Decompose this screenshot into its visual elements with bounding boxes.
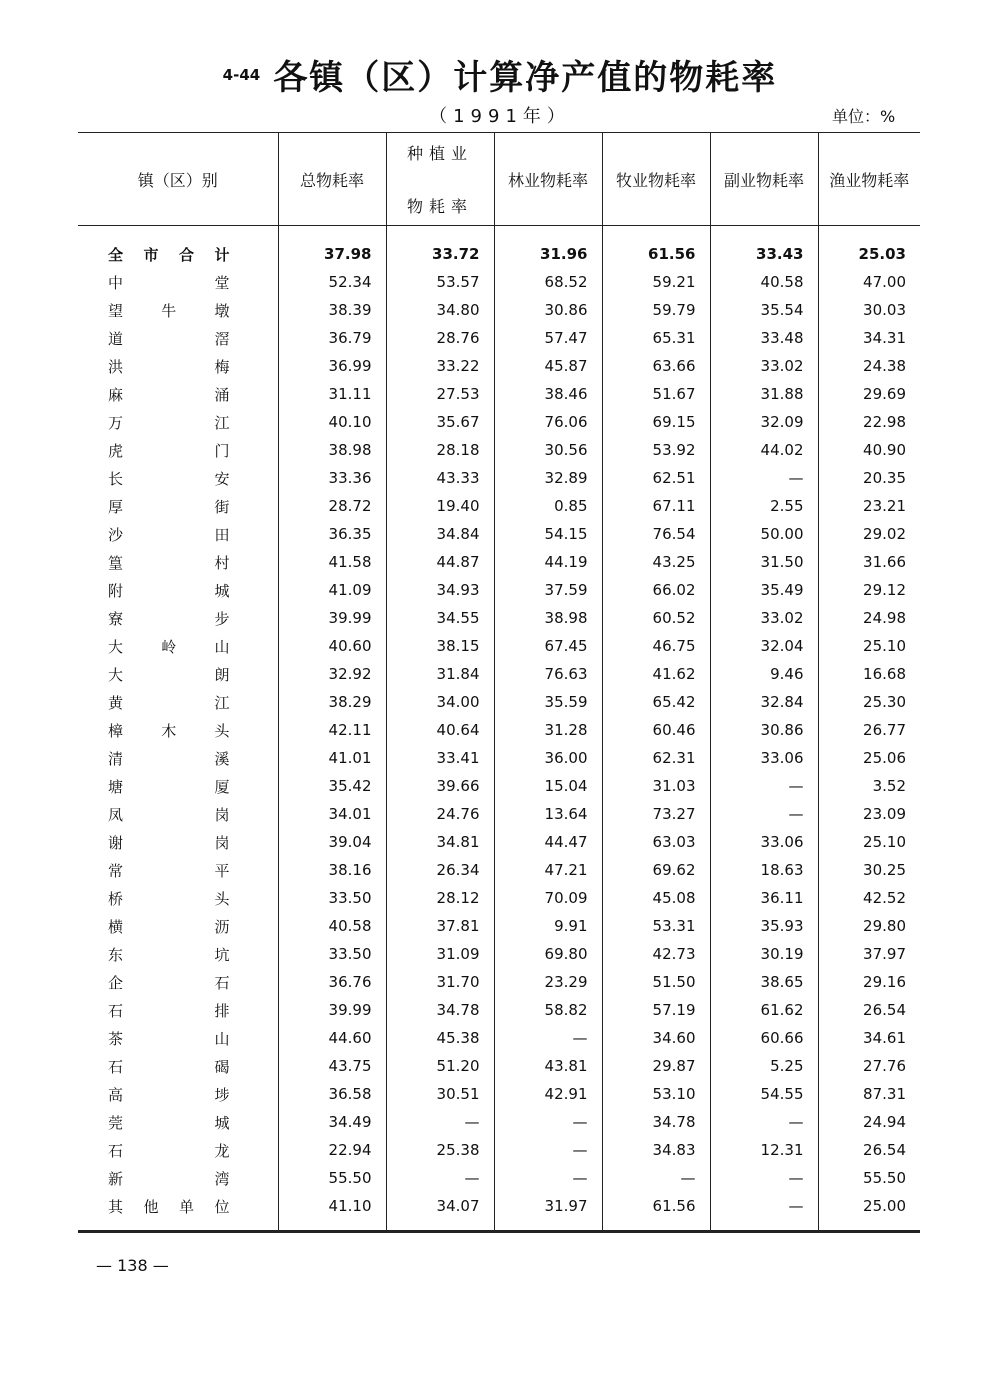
- cell-forestry: 58.82: [494, 996, 602, 1024]
- cell-fishery: 55.50: [818, 1164, 920, 1192]
- cell-fishery: 24.94: [818, 1108, 920, 1136]
- cell-livestock: 61.56: [602, 226, 710, 269]
- cell-livestock: 65.31: [602, 324, 710, 352]
- cell-sideline: 30.86: [710, 716, 818, 744]
- town-name: 长安: [108, 469, 232, 488]
- cell-fishery: 3.52: [818, 772, 920, 800]
- cell-fishery: 22.98: [818, 408, 920, 436]
- header-fishery: 渔业物耗率: [818, 133, 920, 226]
- cell-total: 39.99: [278, 604, 386, 632]
- town-name: 全市合计: [108, 245, 232, 264]
- town-name: 清溪: [108, 749, 232, 768]
- cell-sideline: —: [710, 800, 818, 828]
- cell-livestock: 76.54: [602, 520, 710, 548]
- data-table: [78, 132, 920, 1233]
- cell-forestry: 42.91: [494, 1080, 602, 1108]
- cell-forestry: —: [494, 1164, 602, 1192]
- cell-total: 31.11: [278, 380, 386, 408]
- town-name: 莞城: [108, 1113, 232, 1132]
- cell-forestry: 44.47: [494, 828, 602, 856]
- cell-livestock: 53.92: [602, 436, 710, 464]
- table-row: [78, 800, 920, 828]
- cell-forestry: 68.52: [494, 268, 602, 296]
- cell-total: 34.01: [278, 800, 386, 828]
- table-row: [78, 1024, 920, 1052]
- table-row: [78, 884, 920, 912]
- cell-forestry: 30.86: [494, 296, 602, 324]
- cell-crop: 34.55: [386, 604, 494, 632]
- town-name: 新湾: [108, 1169, 232, 1188]
- town-name: 万江: [108, 413, 232, 432]
- cell-crop: 45.38: [386, 1024, 494, 1052]
- cell-livestock: 59.79: [602, 296, 710, 324]
- cell-forestry: 30.56: [494, 436, 602, 464]
- cell-sideline: —: [710, 1192, 818, 1232]
- table-name: 各镇（区）计算净产值的物耗率: [273, 58, 778, 98]
- town-name: 樟木头: [108, 721, 232, 740]
- cell-livestock: 66.02: [602, 576, 710, 604]
- cell-crop: 43.33: [386, 464, 494, 492]
- cell-total: 55.50: [278, 1164, 386, 1192]
- cell-sideline: 60.66: [710, 1024, 818, 1052]
- cell-sideline: 32.04: [710, 632, 818, 660]
- cell-livestock: 69.15: [602, 408, 710, 436]
- cell-sideline: —: [710, 772, 818, 800]
- cell-forestry: 31.97: [494, 1192, 602, 1232]
- header-crop-top: 种植业: [406, 144, 473, 163]
- table-row: [78, 968, 920, 996]
- cell-crop: 37.81: [386, 912, 494, 940]
- town-name: 桥头: [108, 889, 232, 908]
- town-name: 附城: [108, 581, 232, 600]
- town-name: 塘厦: [108, 777, 232, 796]
- table-row: [78, 268, 920, 296]
- cell-forestry: 67.45: [494, 632, 602, 660]
- town-name: 凤岗: [108, 805, 232, 824]
- cell-livestock: 57.19: [602, 996, 710, 1024]
- table-row: [78, 1192, 920, 1232]
- town-name: 常平: [108, 861, 232, 880]
- cell-fishery: 23.21: [818, 492, 920, 520]
- cell-crop: 34.84: [386, 520, 494, 548]
- table-row: [78, 296, 920, 324]
- table-row: [78, 576, 920, 604]
- cell-forestry: 23.29: [494, 968, 602, 996]
- cell-fishery: 30.03: [818, 296, 920, 324]
- town-name: 厚街: [108, 497, 232, 516]
- cell-livestock: 61.56: [602, 1192, 710, 1232]
- table-row: [78, 324, 920, 352]
- cell-sideline: 38.65: [710, 968, 818, 996]
- cell-crop: 34.81: [386, 828, 494, 856]
- cell-fishery: 87.31: [818, 1080, 920, 1108]
- cell-forestry: 45.87: [494, 352, 602, 380]
- cell-total: 38.98: [278, 436, 386, 464]
- town-name: 企石: [108, 973, 232, 992]
- cell-total: 40.10: [278, 408, 386, 436]
- cell-fishery: 16.68: [818, 660, 920, 688]
- cell-livestock: 60.52: [602, 604, 710, 632]
- cell-total: 41.09: [278, 576, 386, 604]
- town-name: 石排: [108, 1001, 232, 1020]
- cell-forestry: 57.47: [494, 324, 602, 352]
- cell-sideline: 40.58: [710, 268, 818, 296]
- cell-forestry: 38.98: [494, 604, 602, 632]
- cell-livestock: 63.03: [602, 828, 710, 856]
- cell-fishery: 29.16: [818, 968, 920, 996]
- cell-fishery: 29.12: [818, 576, 920, 604]
- cell-livestock: 69.62: [602, 856, 710, 884]
- table-unit: 单位：%: [832, 107, 896, 126]
- cell-sideline: —: [710, 464, 818, 492]
- cell-forestry: 9.91: [494, 912, 602, 940]
- table-row: [78, 352, 920, 380]
- cell-fishery: 34.61: [818, 1024, 920, 1052]
- table-row: [78, 408, 920, 436]
- cell-sideline: 35.49: [710, 576, 818, 604]
- cell-livestock: 62.51: [602, 464, 710, 492]
- cell-total: 41.01: [278, 744, 386, 772]
- cell-fishery: 29.69: [818, 380, 920, 408]
- cell-sideline: 61.62: [710, 996, 818, 1024]
- town-name: 虎门: [108, 441, 232, 460]
- cell-total: 32.92: [278, 660, 386, 688]
- cell-forestry: 69.80: [494, 940, 602, 968]
- cell-fishery: 31.66: [818, 548, 920, 576]
- cell-livestock: 31.03: [602, 772, 710, 800]
- town-name: 篁村: [108, 553, 232, 572]
- cell-total: 39.99: [278, 996, 386, 1024]
- cell-forestry: 37.59: [494, 576, 602, 604]
- cell-total: 22.94: [278, 1136, 386, 1164]
- cell-fishery: 37.97: [818, 940, 920, 968]
- cell-fishery: 25.10: [818, 632, 920, 660]
- table-title: [0, 50, 1000, 99]
- cell-crop: 33.41: [386, 744, 494, 772]
- town-name: 望牛墩: [108, 301, 232, 320]
- cell-total: 42.11: [278, 716, 386, 744]
- header-sideline: 副业物耗率: [710, 133, 818, 226]
- cell-total: 41.10: [278, 1192, 386, 1232]
- table-row: [78, 856, 920, 884]
- cell-crop: 31.09: [386, 940, 494, 968]
- table-row: [78, 1164, 920, 1192]
- cell-sideline: —: [710, 1164, 818, 1192]
- cell-total: 36.76: [278, 968, 386, 996]
- cell-crop: 26.34: [386, 856, 494, 884]
- cell-forestry: —: [494, 1024, 602, 1052]
- header-crop-bottom: 物耗率: [406, 197, 473, 216]
- cell-sideline: 33.02: [710, 352, 818, 380]
- cell-livestock: 53.31: [602, 912, 710, 940]
- cell-fishery: 42.52: [818, 884, 920, 912]
- cell-fishery: 29.80: [818, 912, 920, 940]
- cell-fishery: 25.00: [818, 1192, 920, 1232]
- cell-total: 39.04: [278, 828, 386, 856]
- town-name: 黄江: [108, 693, 232, 712]
- cell-fishery: 47.00: [818, 268, 920, 296]
- cell-crop: 28.12: [386, 884, 494, 912]
- cell-livestock: 51.50: [602, 968, 710, 996]
- cell-sideline: 18.63: [710, 856, 818, 884]
- table-row: [78, 380, 920, 408]
- cell-total: 33.36: [278, 464, 386, 492]
- cell-total: 38.29: [278, 688, 386, 716]
- cell-forestry: 44.19: [494, 548, 602, 576]
- town-name: 横沥: [108, 917, 232, 936]
- town-name: 道滘: [108, 329, 232, 348]
- cell-total: 37.98: [278, 226, 386, 269]
- header-row: [78, 133, 920, 226]
- town-name: 东坑: [108, 945, 232, 964]
- cell-sideline: —: [710, 1108, 818, 1136]
- cell-crop: 34.00: [386, 688, 494, 716]
- cell-sideline: 32.84: [710, 688, 818, 716]
- cell-forestry: 15.04: [494, 772, 602, 800]
- cell-forestry: 32.89: [494, 464, 602, 492]
- cell-fishery: 25.06: [818, 744, 920, 772]
- cell-crop: 38.15: [386, 632, 494, 660]
- cell-livestock: 42.73: [602, 940, 710, 968]
- cell-livestock: 46.75: [602, 632, 710, 660]
- cell-forestry: 35.59: [494, 688, 602, 716]
- cell-forestry: 38.46: [494, 380, 602, 408]
- header-town: 镇（区）别: [78, 133, 278, 226]
- cell-livestock: 51.67: [602, 380, 710, 408]
- cell-fishery: 29.02: [818, 520, 920, 548]
- cell-forestry: —: [494, 1136, 602, 1164]
- cell-forestry: 70.09: [494, 884, 602, 912]
- cell-sideline: 9.46: [710, 660, 818, 688]
- cell-fishery: 26.54: [818, 996, 920, 1024]
- cell-fishery: 24.98: [818, 604, 920, 632]
- cell-forestry: 31.28: [494, 716, 602, 744]
- cell-crop: 33.72: [386, 226, 494, 269]
- cell-crop: —: [386, 1164, 494, 1192]
- cell-livestock: 65.42: [602, 688, 710, 716]
- cell-crop: 27.53: [386, 380, 494, 408]
- town-name: 寮步: [108, 609, 232, 628]
- cell-forestry: 47.21: [494, 856, 602, 884]
- cell-total: 38.16: [278, 856, 386, 884]
- cell-total: 35.42: [278, 772, 386, 800]
- cell-forestry: 13.64: [494, 800, 602, 828]
- cell-crop: 34.80: [386, 296, 494, 324]
- cell-fishery: 25.10: [818, 828, 920, 856]
- cell-forestry: 43.81: [494, 1052, 602, 1080]
- cell-sideline: 31.88: [710, 380, 818, 408]
- town-name: 麻涌: [108, 385, 232, 404]
- cell-sideline: 31.50: [710, 548, 818, 576]
- cell-livestock: 29.87: [602, 1052, 710, 1080]
- cell-total: 41.58: [278, 548, 386, 576]
- town-name: 洪梅: [108, 357, 232, 376]
- cell-livestock: —: [602, 1164, 710, 1192]
- cell-total: 43.75: [278, 1052, 386, 1080]
- table-row: [78, 940, 920, 968]
- table-row: [78, 996, 920, 1024]
- town-name: 高埗: [108, 1085, 232, 1104]
- table-row: [78, 912, 920, 940]
- table-row: [78, 436, 920, 464]
- table-row: [78, 1136, 920, 1164]
- town-name: 石龙: [108, 1141, 232, 1160]
- table-row: [78, 716, 920, 744]
- town-name: 其他单位: [78, 1192, 278, 1232]
- cell-forestry: 76.63: [494, 660, 602, 688]
- cell-crop: 39.66: [386, 772, 494, 800]
- header-forestry: 林业物耗率: [494, 133, 602, 226]
- cell-livestock: 53.10: [602, 1080, 710, 1108]
- cell-sideline: 33.48: [710, 324, 818, 352]
- cell-sideline: 5.25: [710, 1052, 818, 1080]
- cell-forestry: —: [494, 1108, 602, 1136]
- total-row: [78, 226, 920, 269]
- town-name: 大岭山: [108, 637, 232, 656]
- cell-sideline: 32.09: [710, 408, 818, 436]
- header-total: 总物耗率: [278, 133, 386, 226]
- cell-total: 44.60: [278, 1024, 386, 1052]
- cell-forestry: 31.96: [494, 226, 602, 269]
- town-name: 中堂: [108, 273, 232, 292]
- cell-total: 40.58: [278, 912, 386, 940]
- town-name: 沙田: [108, 525, 232, 544]
- cell-crop: 51.20: [386, 1052, 494, 1080]
- cell-crop: 34.78: [386, 996, 494, 1024]
- cell-sideline: 36.11: [710, 884, 818, 912]
- cell-crop: 30.51: [386, 1080, 494, 1108]
- cell-total: 52.34: [278, 268, 386, 296]
- cell-livestock: 34.78: [602, 1108, 710, 1136]
- cell-crop: 19.40: [386, 492, 494, 520]
- town-name: 大朗: [108, 665, 232, 684]
- header-livestock: 牧业物耗率: [602, 133, 710, 226]
- cell-crop: 34.07: [386, 1192, 494, 1232]
- cell-crop: 28.76: [386, 324, 494, 352]
- table-row: [78, 1052, 920, 1080]
- cell-livestock: 67.11: [602, 492, 710, 520]
- cell-livestock: 43.25: [602, 548, 710, 576]
- cell-livestock: 45.08: [602, 884, 710, 912]
- cell-total: 38.39: [278, 296, 386, 324]
- cell-fishery: 25.30: [818, 688, 920, 716]
- cell-sideline: 54.55: [710, 1080, 818, 1108]
- cell-fishery: 23.09: [818, 800, 920, 828]
- cell-crop: 44.87: [386, 548, 494, 576]
- cell-livestock: 63.66: [602, 352, 710, 380]
- cell-fishery: 34.31: [818, 324, 920, 352]
- cell-fishery: 20.35: [818, 464, 920, 492]
- cell-fishery: 30.25: [818, 856, 920, 884]
- cell-sideline: 35.93: [710, 912, 818, 940]
- table-year: （1991年）: [429, 106, 571, 127]
- cell-crop: 33.22: [386, 352, 494, 380]
- cell-fishery: 40.90: [818, 436, 920, 464]
- cell-forestry: 36.00: [494, 744, 602, 772]
- table-row: [78, 772, 920, 800]
- cell-fishery: 26.77: [818, 716, 920, 744]
- cell-livestock: 34.60: [602, 1024, 710, 1052]
- cell-livestock: 59.21: [602, 268, 710, 296]
- cell-total: 36.58: [278, 1080, 386, 1108]
- cell-total: 28.72: [278, 492, 386, 520]
- cell-forestry: 76.06: [494, 408, 602, 436]
- cell-crop: 34.93: [386, 576, 494, 604]
- table-row: [78, 1080, 920, 1108]
- town-name: 茶山: [108, 1029, 232, 1048]
- cell-sideline: 2.55: [710, 492, 818, 520]
- cell-forestry: 0.85: [494, 492, 602, 520]
- table-row: [78, 464, 920, 492]
- cell-crop: 28.18: [386, 436, 494, 464]
- cell-total: 33.50: [278, 884, 386, 912]
- cell-crop: 35.67: [386, 408, 494, 436]
- table-row: [78, 744, 920, 772]
- town-name: 石碣: [108, 1057, 232, 1076]
- table-row: [78, 492, 920, 520]
- cell-sideline: 30.19: [710, 940, 818, 968]
- cell-fishery: 27.76: [818, 1052, 920, 1080]
- table-row: [78, 828, 920, 856]
- cell-livestock: 73.27: [602, 800, 710, 828]
- table-row: [78, 604, 920, 632]
- cell-total: 40.60: [278, 632, 386, 660]
- cell-total: 36.79: [278, 324, 386, 352]
- cell-fishery: 24.38: [818, 352, 920, 380]
- table-row: [78, 660, 920, 688]
- table-row: [78, 632, 920, 660]
- cell-livestock: 34.83: [602, 1136, 710, 1164]
- cell-sideline: 12.31: [710, 1136, 818, 1164]
- cell-sideline: 33.06: [710, 828, 818, 856]
- table-code: 4-44: [222, 65, 261, 84]
- page-number: — 138 —: [96, 1256, 169, 1275]
- cell-livestock: 62.31: [602, 744, 710, 772]
- header-crop: [386, 133, 494, 226]
- town-name: 谢岗: [108, 833, 232, 852]
- cell-sideline: 35.54: [710, 296, 818, 324]
- cell-sideline: 44.02: [710, 436, 818, 464]
- table-row: [78, 520, 920, 548]
- cell-total: 33.50: [278, 940, 386, 968]
- cell-forestry: 54.15: [494, 520, 602, 548]
- cell-crop: 40.64: [386, 716, 494, 744]
- cell-sideline: 33.02: [710, 604, 818, 632]
- cell-livestock: 41.62: [602, 660, 710, 688]
- cell-total: 36.99: [278, 352, 386, 380]
- cell-total: 34.49: [278, 1108, 386, 1136]
- cell-crop: 31.84: [386, 660, 494, 688]
- cell-sideline: 33.06: [710, 744, 818, 772]
- cell-fishery: 25.03: [818, 226, 920, 269]
- cell-livestock: 60.46: [602, 716, 710, 744]
- table-row: [78, 548, 920, 576]
- table-row: [78, 688, 920, 716]
- cell-crop: —: [386, 1108, 494, 1136]
- cell-sideline: 33.43: [710, 226, 818, 269]
- cell-crop: 31.70: [386, 968, 494, 996]
- cell-crop: 24.76: [386, 800, 494, 828]
- cell-total: 36.35: [278, 520, 386, 548]
- cell-sideline: 50.00: [710, 520, 818, 548]
- cell-crop: 53.57: [386, 268, 494, 296]
- cell-crop: 25.38: [386, 1136, 494, 1164]
- table-row: [78, 1108, 920, 1136]
- cell-fishery: 26.54: [818, 1136, 920, 1164]
